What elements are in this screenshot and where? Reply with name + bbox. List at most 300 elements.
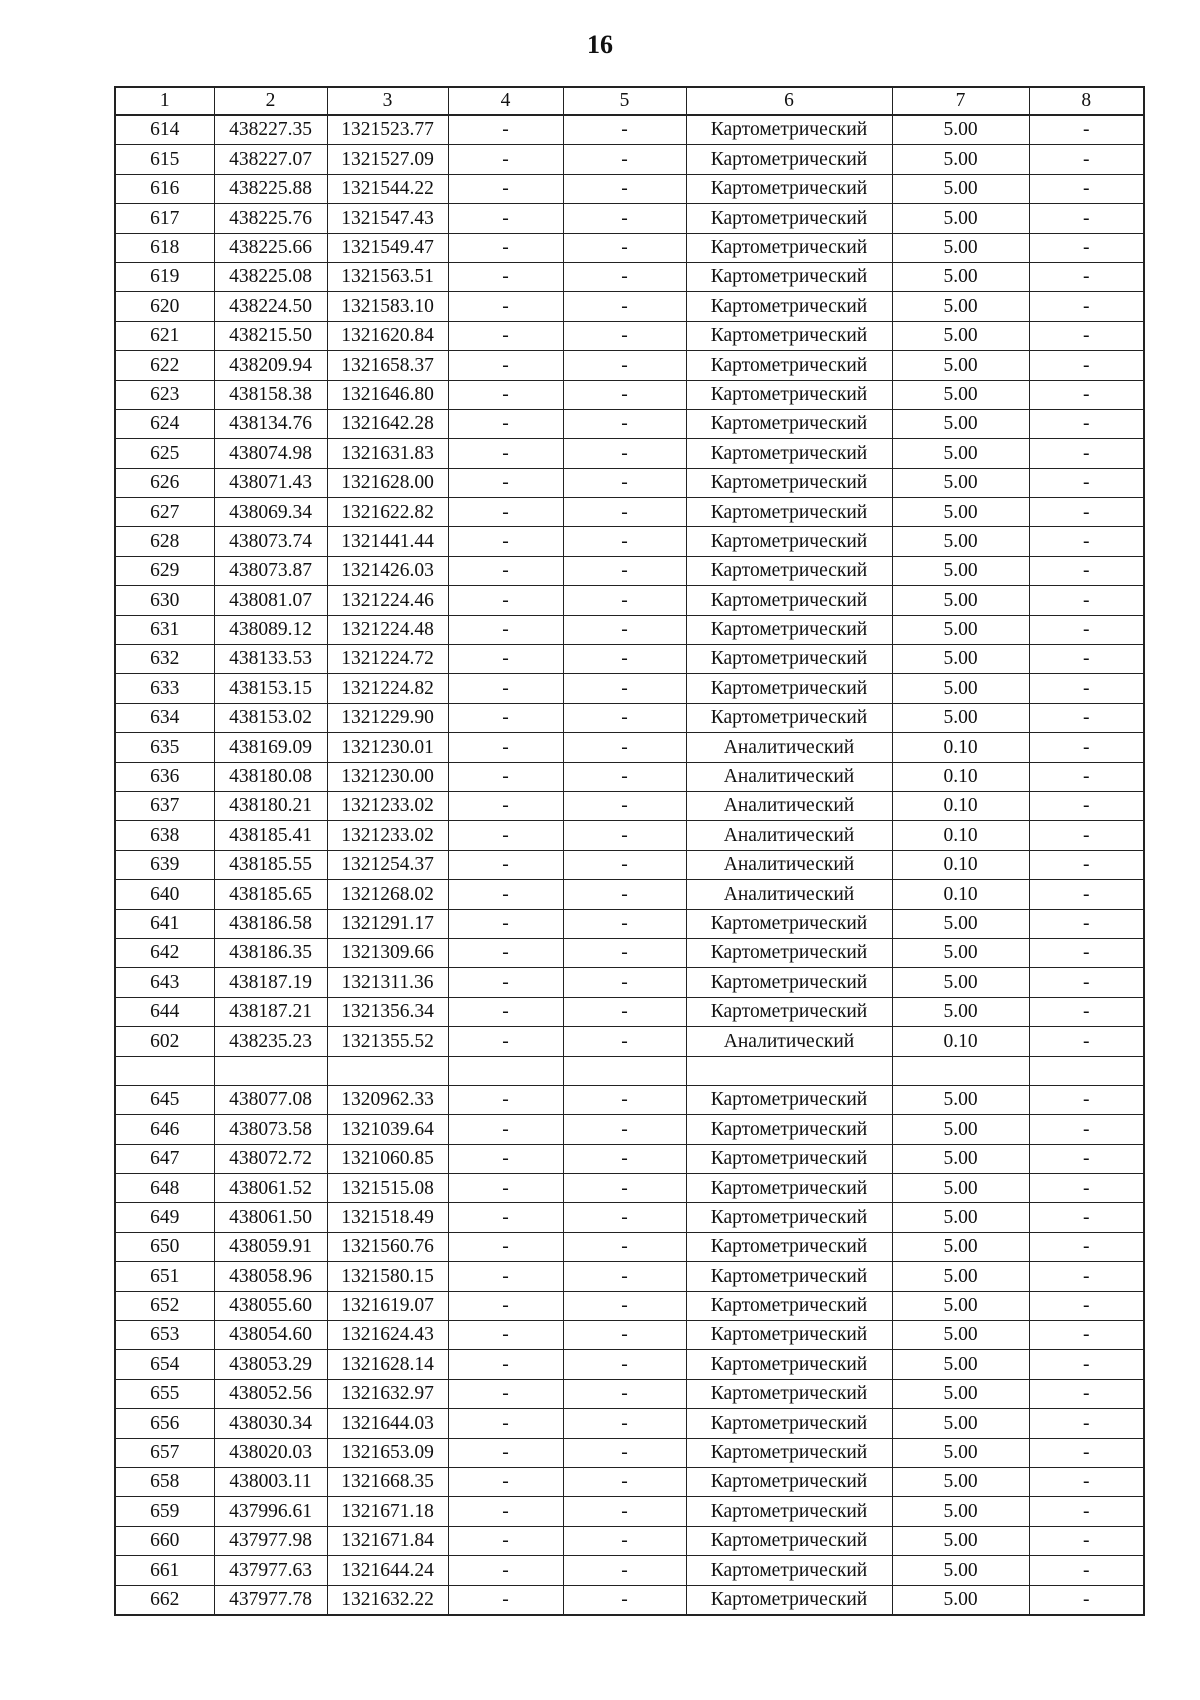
method-cell: Картометрический [686, 1438, 892, 1467]
column-4-cell: - [448, 1321, 563, 1350]
accuracy-cell: 5.00 [892, 997, 1029, 1026]
column-5-cell: - [563, 850, 686, 879]
method-cell: Картометрический [686, 1526, 892, 1555]
y-coordinate-cell: 1321547.43 [327, 204, 448, 233]
accuracy-cell: 5.00 [892, 645, 1029, 674]
point-number-cell: 646 [115, 1115, 214, 1144]
point-number-cell: 662 [115, 1585, 214, 1615]
accuracy-cell: 5.00 [892, 1115, 1029, 1144]
method-cell: Аналитический [686, 880, 892, 909]
x-coordinate-cell: 438185.41 [214, 821, 327, 850]
column-4-cell: - [448, 1262, 563, 1291]
y-coordinate-cell: 1321644.24 [327, 1556, 448, 1585]
column-8-cell: - [1029, 1585, 1144, 1615]
x-coordinate-cell: 438225.88 [214, 174, 327, 203]
y-coordinate-cell: 1321224.82 [327, 674, 448, 703]
column-8-cell: - [1029, 233, 1144, 262]
table-row [115, 1438, 1144, 1467]
column-4-cell: - [448, 1232, 563, 1261]
x-coordinate-cell: 438186.35 [214, 938, 327, 967]
column-8-cell: - [1029, 321, 1144, 350]
accuracy-cell [892, 1056, 1029, 1085]
x-coordinate-cell [214, 1056, 327, 1085]
column-4-cell: - [448, 615, 563, 644]
method-cell: Аналитический [686, 791, 892, 820]
method-cell [686, 1056, 892, 1085]
x-coordinate-cell: 438053.29 [214, 1350, 327, 1379]
y-coordinate-cell: 1321628.14 [327, 1350, 448, 1379]
table-row [115, 880, 1144, 909]
accuracy-cell: 5.00 [892, 1232, 1029, 1261]
column-5-cell: - [563, 645, 686, 674]
column-8-cell: - [1029, 674, 1144, 703]
table-row [115, 1379, 1144, 1408]
y-coordinate-cell: 1321523.77 [327, 115, 448, 145]
point-number-cell: 657 [115, 1438, 214, 1467]
method-cell: Картометрический [686, 1291, 892, 1320]
table-row [115, 556, 1144, 585]
point-number-cell: 647 [115, 1144, 214, 1173]
accuracy-cell: 5.00 [892, 115, 1029, 145]
column-4-cell: - [448, 1203, 563, 1232]
column-8-cell: - [1029, 1321, 1144, 1350]
x-coordinate-cell: 438227.07 [214, 145, 327, 174]
column-5-cell: - [563, 791, 686, 820]
y-coordinate-cell: 1320962.33 [327, 1085, 448, 1114]
x-coordinate-cell: 438072.72 [214, 1144, 327, 1173]
y-coordinate-cell: 1321619.07 [327, 1291, 448, 1320]
column-5-cell: - [563, 409, 686, 438]
table-row [115, 233, 1144, 262]
column-8-cell: - [1029, 498, 1144, 527]
table-row [115, 380, 1144, 409]
column-4-cell: - [448, 997, 563, 1026]
y-coordinate-cell: 1321515.08 [327, 1174, 448, 1203]
column-8-cell: - [1029, 1027, 1144, 1056]
point-number-cell: 654 [115, 1350, 214, 1379]
table-row [115, 1203, 1144, 1232]
point-number-cell: 649 [115, 1203, 214, 1232]
column-header: 3 [327, 87, 448, 115]
x-coordinate-cell: 438061.52 [214, 1174, 327, 1203]
point-number-cell: 656 [115, 1409, 214, 1438]
column-4-cell: - [448, 262, 563, 291]
column-header: 7 [892, 87, 1029, 115]
y-coordinate-cell: 1321646.80 [327, 380, 448, 409]
accuracy-cell: 5.00 [892, 439, 1029, 468]
y-coordinate-cell: 1321254.37 [327, 850, 448, 879]
y-coordinate-cell: 1321039.64 [327, 1115, 448, 1144]
table-row [115, 1027, 1144, 1056]
table-row [115, 527, 1144, 556]
accuracy-cell: 5.00 [892, 409, 1029, 438]
column-5-cell: - [563, 498, 686, 527]
accuracy-cell: 5.00 [892, 1585, 1029, 1615]
method-cell: Картометрический [686, 909, 892, 938]
column-8-cell: - [1029, 938, 1144, 967]
column-header: 1 [115, 87, 214, 115]
x-coordinate-cell: 438071.43 [214, 468, 327, 497]
column-4-cell [448, 1056, 563, 1085]
column-4-cell: - [448, 527, 563, 556]
column-8-cell: - [1029, 351, 1144, 380]
method-cell: Картометрический [686, 938, 892, 967]
y-coordinate-cell: 1321233.02 [327, 821, 448, 850]
x-coordinate-cell: 438089.12 [214, 615, 327, 644]
method-cell: Картометрический [686, 262, 892, 291]
method-cell: Картометрический [686, 703, 892, 732]
y-coordinate-cell: 1321426.03 [327, 556, 448, 585]
point-number-cell: 615 [115, 145, 214, 174]
table-row [115, 351, 1144, 380]
method-cell: Картометрический [686, 498, 892, 527]
column-5-cell: - [563, 1027, 686, 1056]
point-number-cell: 653 [115, 1321, 214, 1350]
accuracy-cell: 5.00 [892, 380, 1029, 409]
accuracy-cell: 5.00 [892, 586, 1029, 615]
column-header: 2 [214, 87, 327, 115]
table-row [115, 674, 1144, 703]
table-row [115, 1262, 1144, 1291]
y-coordinate-cell: 1321620.84 [327, 321, 448, 350]
x-coordinate-cell: 438030.34 [214, 1409, 327, 1438]
table-row [115, 586, 1144, 615]
point-number-cell: 625 [115, 439, 214, 468]
method-cell: Картометрический [686, 1497, 892, 1526]
method-cell: Аналитический [686, 733, 892, 762]
x-coordinate-cell: 438061.50 [214, 1203, 327, 1232]
method-cell: Аналитический [686, 821, 892, 850]
table-row [115, 645, 1144, 674]
point-number-cell: 631 [115, 615, 214, 644]
column-4-cell: - [448, 1497, 563, 1526]
method-cell: Картометрический [686, 1203, 892, 1232]
column-8-cell: - [1029, 1203, 1144, 1232]
method-cell: Картометрический [686, 615, 892, 644]
accuracy-cell: 5.00 [892, 1203, 1029, 1232]
column-4-cell: - [448, 439, 563, 468]
column-8-cell: - [1029, 262, 1144, 291]
method-cell: Картометрический [686, 380, 892, 409]
table-row [115, 409, 1144, 438]
x-coordinate-cell: 438134.76 [214, 409, 327, 438]
point-number-cell: 661 [115, 1556, 214, 1585]
table-row [115, 115, 1144, 145]
column-4-cell: - [448, 204, 563, 233]
x-coordinate-cell: 438224.50 [214, 292, 327, 321]
column-5-cell: - [563, 1115, 686, 1144]
y-coordinate-cell: 1321671.84 [327, 1526, 448, 1555]
column-4-cell: - [448, 1085, 563, 1114]
table-row [115, 321, 1144, 350]
method-cell: Картометрический [686, 409, 892, 438]
point-number-cell: 626 [115, 468, 214, 497]
table-row [115, 1350, 1144, 1379]
method-cell: Картометрический [686, 351, 892, 380]
y-coordinate-cell: 1321622.82 [327, 498, 448, 527]
column-4-cell: - [448, 821, 563, 850]
column-5-cell: - [563, 321, 686, 350]
x-coordinate-cell: 438185.55 [214, 850, 327, 879]
accuracy-cell: 5.00 [892, 1438, 1029, 1467]
column-5-cell: - [563, 439, 686, 468]
column-4-cell: - [448, 1350, 563, 1379]
method-cell: Аналитический [686, 1027, 892, 1056]
table-row [115, 1144, 1144, 1173]
table-row [115, 439, 1144, 468]
accuracy-cell: 5.00 [892, 703, 1029, 732]
point-number-cell: 621 [115, 321, 214, 350]
y-coordinate-cell: 1321642.28 [327, 409, 448, 438]
table-row [115, 1056, 1144, 1085]
x-coordinate-cell: 438059.91 [214, 1232, 327, 1261]
column-5-cell: - [563, 468, 686, 497]
column-5-cell: - [563, 292, 686, 321]
table-row [115, 498, 1144, 527]
method-cell: Картометрический [686, 527, 892, 556]
x-coordinate-cell: 438058.96 [214, 1262, 327, 1291]
table-row [115, 468, 1144, 497]
column-5-cell: - [563, 145, 686, 174]
x-coordinate-cell: 438158.38 [214, 380, 327, 409]
x-coordinate-cell: 438209.94 [214, 351, 327, 380]
method-cell: Картометрический [686, 439, 892, 468]
column-5-cell: - [563, 909, 686, 938]
accuracy-cell: 5.00 [892, 527, 1029, 556]
y-coordinate-cell: 1321229.90 [327, 703, 448, 732]
table-row [115, 1321, 1144, 1350]
accuracy-cell: 5.00 [892, 145, 1029, 174]
accuracy-cell: 5.00 [892, 1350, 1029, 1379]
y-coordinate-cell: 1321291.17 [327, 909, 448, 938]
accuracy-cell: 5.00 [892, 233, 1029, 262]
method-cell: Картометрический [686, 968, 892, 997]
column-8-cell: - [1029, 1174, 1144, 1203]
accuracy-cell: 5.00 [892, 1174, 1029, 1203]
column-8-cell: - [1029, 1115, 1144, 1144]
column-4-cell: - [448, 556, 563, 585]
point-number-cell: 645 [115, 1085, 214, 1114]
point-number-cell [115, 1056, 214, 1085]
column-4-cell: - [448, 733, 563, 762]
method-cell: Картометрический [686, 321, 892, 350]
accuracy-cell: 0.10 [892, 850, 1029, 879]
column-5-cell: - [563, 1379, 686, 1408]
column-4-cell: - [448, 1585, 563, 1615]
point-number-cell: 644 [115, 997, 214, 1026]
x-coordinate-cell: 438180.08 [214, 762, 327, 791]
column-4-cell: - [448, 1438, 563, 1467]
table-row [115, 938, 1144, 967]
accuracy-cell: 5.00 [892, 262, 1029, 291]
table-row [115, 1556, 1144, 1585]
column-4-cell: - [448, 1144, 563, 1173]
x-coordinate-cell: 437977.63 [214, 1556, 327, 1585]
y-coordinate-cell: 1321632.22 [327, 1585, 448, 1615]
column-8-cell: - [1029, 733, 1144, 762]
x-coordinate-cell: 438073.74 [214, 527, 327, 556]
accuracy-cell: 5.00 [892, 1379, 1029, 1408]
column-5-cell: - [563, 968, 686, 997]
column-4-cell: - [448, 968, 563, 997]
accuracy-cell: 5.00 [892, 1467, 1029, 1496]
column-5-cell: - [563, 997, 686, 1026]
column-5-cell: - [563, 1085, 686, 1114]
accuracy-cell: 5.00 [892, 1497, 1029, 1526]
y-coordinate-cell: 1321224.72 [327, 645, 448, 674]
column-header: 4 [448, 87, 563, 115]
column-5-cell: - [563, 1467, 686, 1496]
column-5-cell: - [563, 733, 686, 762]
column-8-cell: - [1029, 1438, 1144, 1467]
column-5-cell: - [563, 527, 686, 556]
column-5-cell: - [563, 1174, 686, 1203]
accuracy-cell: 5.00 [892, 1262, 1029, 1291]
accuracy-cell: 0.10 [892, 791, 1029, 820]
accuracy-cell: 5.00 [892, 351, 1029, 380]
table-row [115, 703, 1144, 732]
y-coordinate-cell: 1321668.35 [327, 1467, 448, 1496]
table-row [115, 204, 1144, 233]
x-coordinate-cell: 438225.08 [214, 262, 327, 291]
column-8-cell: - [1029, 1232, 1144, 1261]
column-4-cell: - [448, 1379, 563, 1408]
column-4-cell: - [448, 321, 563, 350]
point-number-cell: 652 [115, 1291, 214, 1320]
column-8-cell: - [1029, 703, 1144, 732]
x-coordinate-cell: 438225.76 [214, 204, 327, 233]
column-4-cell: - [448, 1467, 563, 1496]
column-5-cell: - [563, 1526, 686, 1555]
method-cell: Картометрический [686, 1085, 892, 1114]
column-8-cell: - [1029, 1467, 1144, 1496]
table-row [115, 1409, 1144, 1438]
column-4-cell: - [448, 645, 563, 674]
table-row [115, 1467, 1144, 1496]
point-number-cell: 637 [115, 791, 214, 820]
x-coordinate-cell: 438073.87 [214, 556, 327, 585]
accuracy-cell: 5.00 [892, 292, 1029, 321]
point-number-cell: 619 [115, 262, 214, 291]
column-5-cell: - [563, 351, 686, 380]
accuracy-cell: 0.10 [892, 762, 1029, 791]
y-coordinate-cell: 1321060.85 [327, 1144, 448, 1173]
column-header: 6 [686, 87, 892, 115]
column-5-cell: - [563, 1497, 686, 1526]
column-8-cell: - [1029, 1497, 1144, 1526]
accuracy-cell: 5.00 [892, 1321, 1029, 1350]
method-cell: Картометрический [686, 645, 892, 674]
table-row [115, 1497, 1144, 1526]
column-4-cell: - [448, 850, 563, 879]
column-8-cell: - [1029, 1262, 1144, 1291]
point-number-cell: 633 [115, 674, 214, 703]
accuracy-cell: 5.00 [892, 174, 1029, 203]
accuracy-cell: 5.00 [892, 1526, 1029, 1555]
y-coordinate-cell: 1321311.36 [327, 968, 448, 997]
column-5-cell: - [563, 1585, 686, 1615]
method-cell: Картометрический [686, 145, 892, 174]
column-4-cell: - [448, 1556, 563, 1585]
y-coordinate-cell: 1321644.03 [327, 1409, 448, 1438]
x-coordinate-cell: 438180.21 [214, 791, 327, 820]
column-8-cell: - [1029, 527, 1144, 556]
column-8-cell: - [1029, 174, 1144, 203]
column-5-cell: - [563, 1262, 686, 1291]
column-5-cell: - [563, 703, 686, 732]
y-coordinate-cell: 1321527.09 [327, 145, 448, 174]
x-coordinate-cell: 438133.53 [214, 645, 327, 674]
column-5-cell: - [563, 1203, 686, 1232]
column-5-cell: - [563, 1144, 686, 1173]
table-row [115, 615, 1144, 644]
column-8-cell: - [1029, 1526, 1144, 1555]
x-coordinate-cell: 438185.65 [214, 880, 327, 909]
method-cell: Картометрический [686, 1467, 892, 1496]
column-4-cell: - [448, 468, 563, 497]
accuracy-cell: 0.10 [892, 1027, 1029, 1056]
method-cell: Картометрический [686, 204, 892, 233]
point-number-cell: 624 [115, 409, 214, 438]
column-8-cell: - [1029, 468, 1144, 497]
y-coordinate-cell: 1321563.51 [327, 262, 448, 291]
page-number: 16 [587, 30, 613, 59]
x-coordinate-cell: 438227.35 [214, 115, 327, 145]
column-8-cell: - [1029, 791, 1144, 820]
column-4-cell: - [448, 791, 563, 820]
column-8-cell: - [1029, 380, 1144, 409]
column-5-cell: - [563, 938, 686, 967]
column-5-cell: - [563, 1438, 686, 1467]
x-coordinate-cell: 438081.07 [214, 586, 327, 615]
column-4-cell: - [448, 703, 563, 732]
y-coordinate-cell: 1321583.10 [327, 292, 448, 321]
y-coordinate-cell [327, 1056, 448, 1085]
method-cell: Картометрический [686, 1144, 892, 1173]
method-cell: Картометрический [686, 556, 892, 585]
column-5-cell: - [563, 1321, 686, 1350]
column-5-cell: - [563, 1291, 686, 1320]
y-coordinate-cell: 1321671.18 [327, 1497, 448, 1526]
method-cell: Картометрический [686, 1350, 892, 1379]
column-4-cell: - [448, 880, 563, 909]
column-8-cell: - [1029, 615, 1144, 644]
column-8-cell: - [1029, 1409, 1144, 1438]
point-number-cell: 655 [115, 1379, 214, 1408]
y-coordinate-cell: 1321309.66 [327, 938, 448, 967]
column-8-cell: - [1029, 821, 1144, 850]
column-4-cell: - [448, 674, 563, 703]
y-coordinate-cell: 1321224.46 [327, 586, 448, 615]
column-4-cell: - [448, 909, 563, 938]
point-number-cell: 632 [115, 645, 214, 674]
table-row [115, 733, 1144, 762]
accuracy-cell: 5.00 [892, 1291, 1029, 1320]
y-coordinate-cell: 1321224.48 [327, 615, 448, 644]
y-coordinate-cell: 1321230.01 [327, 733, 448, 762]
point-number-cell: 650 [115, 1232, 214, 1261]
column-5-cell: - [563, 586, 686, 615]
column-4-cell: - [448, 174, 563, 203]
point-number-cell: 660 [115, 1526, 214, 1555]
method-cell: Картометрический [686, 1409, 892, 1438]
accuracy-cell: 0.10 [892, 880, 1029, 909]
method-cell: Картометрический [686, 174, 892, 203]
column-4-cell: - [448, 409, 563, 438]
x-coordinate-cell: 438069.34 [214, 498, 327, 527]
method-cell: Картометрический [686, 674, 892, 703]
y-coordinate-cell: 1321356.34 [327, 997, 448, 1026]
